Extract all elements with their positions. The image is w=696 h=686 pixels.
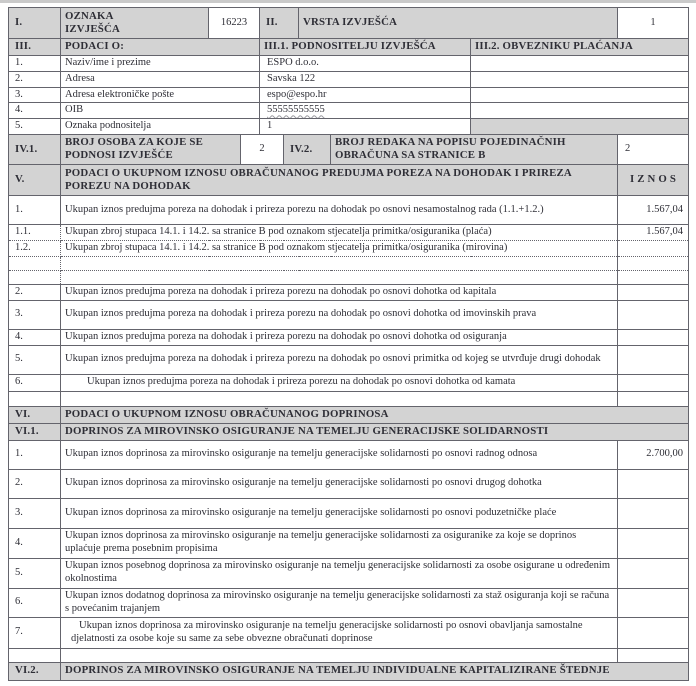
row-label: Ukupan iznos doprinosa za mirovinsko osiguranje na temelju generacijske solidarnosti po osnovi drugog dohotka (61, 469, 618, 498)
row-V-1-1 (9, 224, 689, 240)
amount-cell-empty (618, 270, 689, 284)
scan-edge-artifact (0, 0, 696, 3)
row-number: 3. (9, 87, 61, 103)
section-VI1-title: DOPRINOS ZA MIROVINSKO OSIGURANJE NA TEMELJU GENERACIJSKE SOLIDARNOSTI (61, 423, 689, 440)
oib-value-text: 55555555555 (267, 104, 325, 116)
naziv-value: ESPO d.o.o. (260, 56, 471, 72)
section-IV1-num: IV.1. (9, 134, 61, 164)
field-label: Oznaka podnositelja (61, 119, 260, 135)
section-II-label: VRSTA IZVJEŠĆA (299, 8, 618, 39)
row-V-empty-dotted (9, 256, 689, 270)
row-V-5 (9, 345, 689, 374)
row-label: Ukupan iznos predujma poreza na dohodak i prireza porezu na dohodak po osnovi dohotka od osiguranja (61, 329, 618, 345)
section-III-num: III. (9, 39, 61, 56)
row-number-empty (9, 270, 61, 284)
row-label: Ukupan iznos predujma poreza na dohodak i prireza porezu na dohodak po osnovi primitka od kojeg se utvrđuje drugi dohodak (61, 345, 618, 374)
row-VI1-6 (9, 588, 689, 617)
section-III-label: PODACI O: (61, 39, 260, 56)
row-label: Ukupan zbroj stupaca 14.1. i 14.2. sa stranice B pod oznakom stjecatelja primitka/osiguranika (mirovina) (61, 240, 618, 256)
amount-cell (618, 617, 689, 648)
obveznik-empty-cell (471, 87, 689, 103)
row-V-1-2 (9, 240, 689, 256)
amount-cell (618, 240, 689, 256)
spacer-cell (61, 391, 618, 406)
row-label: Ukupan iznos doprinosa za mirovinsko osiguranje na temelju generacijske solidarnosti za osiguranike za koje se doprinos uplaćuje prema posebnim propisima (61, 528, 618, 558)
row-section-V-header (9, 164, 689, 195)
row-number: 3. (9, 300, 61, 329)
row-label: Ukupan iznos predujma poreza na dohodak i prireza porezu na dohodak po osnovi dohotka od imovinskih prava (61, 300, 618, 329)
section-II-num: II. (260, 8, 299, 39)
amount-cell (618, 345, 689, 374)
row-V-1 (9, 195, 689, 224)
obveznik-empty-cell (471, 71, 689, 87)
row-number: 4. (9, 528, 61, 558)
section-V-title: PODACI O UKUPNOM IZNOSU OBRAČUNANOG PREDUJMA POREZA NA DOHODAK I PRIREZA POREZU NA DOHODAK (61, 164, 618, 195)
row-number: 3. (9, 498, 61, 528)
row-number: 2. (9, 71, 61, 87)
spacer-cell (61, 648, 618, 662)
obveznik-blocked-cell (471, 119, 689, 135)
amount-cell-empty (618, 256, 689, 270)
oznaka-podnositelja-value: 1 (260, 119, 471, 135)
col-header-obvezniku: III.2. OBVEZNIKU PLAĆANJA (471, 39, 689, 56)
row-number: 4. (9, 103, 61, 119)
section-I-label (61, 8, 209, 39)
field-label: Naziv/ime i prezime (61, 56, 260, 72)
row-spacer (9, 391, 689, 406)
adresa-value: Savska 122 (260, 71, 471, 87)
row-VI1-1 (9, 440, 689, 469)
section-IV1-label-text: BROJ OSOBA ZA KOJE SE PODNOSI IZVJEŠĆE (65, 136, 204, 162)
section-VI2-title: DOPRINOS ZA MIROVINSKO OSIGURANJE NA TEMELJU INDIVIDUALNE KAPITALIZIRANE ŠTEDNJE (61, 662, 689, 680)
spacer-cell (618, 391, 689, 406)
row-number: 5. (9, 558, 61, 588)
row-section-III-header (9, 39, 689, 56)
amount-cell (618, 284, 689, 300)
row-label: Ukupan iznos predujma poreza na dohodak i prireza porezu na dohodak po osnovi dohotka od kapitala (61, 284, 618, 300)
email-value: espo@espo.hr (260, 87, 471, 103)
section-VI1-num: VI.1. (9, 423, 61, 440)
amount-cell: 2.700,00 (618, 440, 689, 469)
row-V-empty (9, 270, 689, 284)
row-number: 4. (9, 329, 61, 345)
row-label: Ukupan iznos dodatnog doprinosa za mirovinsko osiguranje na temelju generacijske solidarnosti za staž osiguranja koji se računa s povećanim trajanjem (61, 588, 618, 617)
amount-cell (618, 329, 689, 345)
row-V-6 (9, 374, 689, 391)
row-number: 2. (9, 469, 61, 498)
amount-cell (618, 588, 689, 617)
row-VI1-7 (9, 617, 689, 648)
row-VI1-2 (9, 469, 689, 498)
row-number: 7. (9, 617, 61, 648)
section-IV1-label (61, 134, 241, 164)
amount-cell: 1.567,04 (618, 224, 689, 240)
row-label: Ukupan iznos posebnog doprinosa za mirovinsko osiguranje na temelju generacijske solidarnosti za osobe osigurane u određenim okolnostima (61, 558, 618, 588)
row-number: 1. (9, 195, 61, 224)
row-adresa (9, 71, 689, 87)
row-VI1-5 (9, 558, 689, 588)
amount-cell (618, 528, 689, 558)
field-label: Adresa elektroničke pošte (61, 87, 260, 103)
row-label-empty (61, 270, 618, 284)
field-label: Adresa (61, 71, 260, 87)
amount-cell (618, 558, 689, 588)
section-VI-title: PODACI O UKUPNOM IZNOSU OBRAČUNANOG DOPRINOSA (61, 406, 689, 423)
section-IV2-label: BROJ REDAKA NA POPISU POJEDINAČNIH OBRAČUNA SA STRANICE B (331, 134, 618, 164)
row-number: 2. (9, 284, 61, 300)
row-number: 5. (9, 119, 61, 135)
section-I-num: I. (9, 8, 61, 39)
row-number: 5. (9, 345, 61, 374)
row-V-4 (9, 329, 689, 345)
broj-osoba-value: 2 (241, 134, 284, 164)
spacer-cell (9, 391, 61, 406)
row-V-2 (9, 284, 689, 300)
oznaka-izvjesca-value: 16223 (209, 8, 260, 39)
section-I-label-text: OZNAKA IZVJEŠĆA (65, 9, 120, 35)
obveznik-empty-cell (471, 103, 689, 119)
vrsta-izvjesca-value: 1 (618, 8, 689, 39)
spacer-cell (9, 648, 61, 662)
amount-cell (618, 374, 689, 391)
row-label-empty (61, 256, 618, 270)
row-label: Ukupan iznos doprinosa za mirovinsko osiguranje na temelju generacijske solidarnosti po osnovi radnog odnosa (61, 440, 618, 469)
obveznik-empty-cell (471, 56, 689, 72)
row-section-VI2-header (9, 662, 689, 680)
row-naziv (9, 56, 689, 72)
joppd-form-table (8, 7, 689, 681)
row-number: 1. (9, 56, 61, 72)
col-header-podnositelju: III.1. PODNOSITELJU IZVJEŠĆA (260, 39, 471, 56)
broj-redaka-value: 2 (618, 134, 689, 164)
oib-value (260, 103, 471, 119)
row-spacer (9, 648, 689, 662)
row-oib (9, 103, 689, 119)
section-VI2-num: VI.2. (9, 662, 61, 680)
section-IV2-num: IV.2. (284, 134, 331, 164)
row-section-IV (9, 134, 689, 164)
row-label: Ukupan zbroj stupaca 14.1. i 14.2. sa stranice B pod oznakom stjecatelja primitka/osiguranika (plaća) (61, 224, 618, 240)
section-V-num: V. (9, 164, 61, 195)
spacer-cell (618, 648, 689, 662)
amount-cell (618, 300, 689, 329)
row-V-3 (9, 300, 689, 329)
row-number-empty (9, 256, 61, 270)
row-label: Ukupan iznos predujma poreza na dohodak i prireza porezu na dohodak po osnovi dohotka od kamata (61, 374, 618, 391)
row-label: Ukupan iznos predujma poreza na dohodak i prireza porezu na dohodak po osnovi nesamostalnog rada (1.1.+1.2.) (61, 195, 618, 224)
row-VI1-3 (9, 498, 689, 528)
row-label: Ukupan iznos doprinosa za mirovinsko osiguranje na temelju generacijske solidarnosti po osnovi poduzetničke plaće (61, 498, 618, 528)
row-section-I-II (9, 8, 689, 39)
row-number: 1. (9, 440, 61, 469)
row-number: 1.2. (9, 240, 61, 256)
iznos-column-header: I Z N O S (618, 164, 689, 195)
row-label: Ukupan iznos doprinosa za mirovinsko osiguranje na temelju generacijske solidarnosti po osnovi obavljanja samostalne djelatnosti za osobe koje su same za sebe obvezne obračunati doprinose (61, 617, 618, 648)
field-label: OIB (61, 103, 260, 119)
row-number: 6. (9, 374, 61, 391)
row-email (9, 87, 689, 103)
row-number: 6. (9, 588, 61, 617)
amount-cell: 1.567,04 (618, 195, 689, 224)
amount-cell (618, 469, 689, 498)
row-number: 1.1. (9, 224, 61, 240)
row-section-VI1-header (9, 423, 689, 440)
row-VI1-4 (9, 528, 689, 558)
row-section-VI-header (9, 406, 689, 423)
amount-cell (618, 498, 689, 528)
section-VI-num: VI. (9, 406, 61, 423)
row-oznaka-podnositelja (9, 119, 689, 135)
